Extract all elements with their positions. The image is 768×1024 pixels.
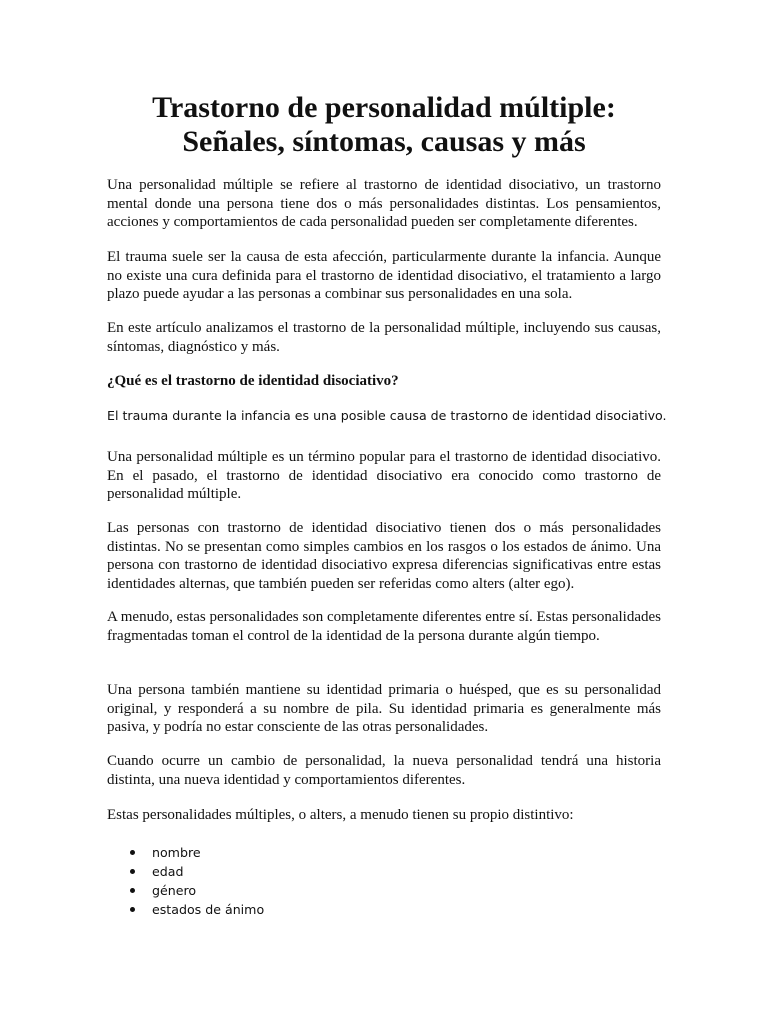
list-item (107, 843, 507, 862)
section-paragraph-4: Una persona también mantiene su identidad primaria o huésped, que es su personalidad original, y responderá a su nombre de pila. Su identidad primaria es generalmente más pasiva, y podría no estar consciente de las otras personalidades. (107, 682, 661, 735)
section-paragraph-1: Una personalidad múltiple es un término popular para el trastorno de identidad disociativo. En el pasado, el trastorno de identidad disociativo era conocido como trastorno de personalidad múltiple. (107, 449, 661, 502)
list-item-label: estados de ánimo (152, 902, 265, 917)
section-paragraph-3: A menudo, estas personalidades son completamente diferentes entre sí. Estas personalidades fragmentadas toman el control de la identidad de la persona durante algún tiempo. (107, 609, 662, 644)
bullet-icon (130, 850, 135, 855)
list-item (107, 881, 507, 900)
image-caption: El trauma durante la infancia es una posible causa de trastorno de identidad disociativo. (107, 408, 667, 423)
bullet-icon (130, 907, 135, 912)
bullet-icon (130, 869, 135, 874)
intro-paragraph-3: En este artículo analizamos el trastorno de la personalidad múltiple, incluyendo sus causas, síntomas, diagnóstico y más. (107, 320, 661, 355)
list-item (107, 900, 507, 919)
bullet-icon (130, 888, 135, 893)
section-paragraph-2: Las personas con trastorno de identidad disociativo tienen dos o más personalidades distintas. No se presentan como simples cambios en los rasgos o los estados de ánimo. Una persona con trastorno de identidad disociativo expresa diferencias significativas entre estas identidades alternas, que también pueden ser referidas como alters (alter ego). (107, 520, 661, 592)
traits-list (107, 843, 507, 919)
section-paragraph-6: Estas personalidades múltiples, o alters, a menudo tienen su propio distintivo: (107, 807, 574, 823)
intro-paragraph-2: El trauma suele ser la causa de esta afección, particularmente durante la infancia. Aunque no existe una cura definida para el trastorno de identidad disociativo, el tratamiento a largo plazo puede ayudar a las personas a combinar sus personalidades en una sola. (107, 249, 661, 302)
list-item-label: nombre (152, 845, 201, 860)
list-item-label: género (152, 883, 197, 898)
document-title: Trastorno de personalidad múltiple: Señales, síntomas, causas y más (152, 91, 616, 158)
intro-paragraph-1: Una personalidad múltiple se refiere al trastorno de identidad disociativo, un trastorno mental donde una persona tiene dos o más personalidades distintas. Los pensamientos, acciones y comportamientos de cada personalidad pueden ser completamente diferentes. (107, 177, 661, 230)
section-heading: ¿Qué es el trastorno de identidad disociativo? (107, 373, 399, 389)
list-item (107, 862, 507, 881)
list-item-label: edad (152, 864, 184, 879)
section-paragraph-5: Cuando ocurre un cambio de personalidad, la nueva personalidad tendrá una historia distinta, una nueva identidad y comportamientos diferentes. (107, 753, 661, 788)
